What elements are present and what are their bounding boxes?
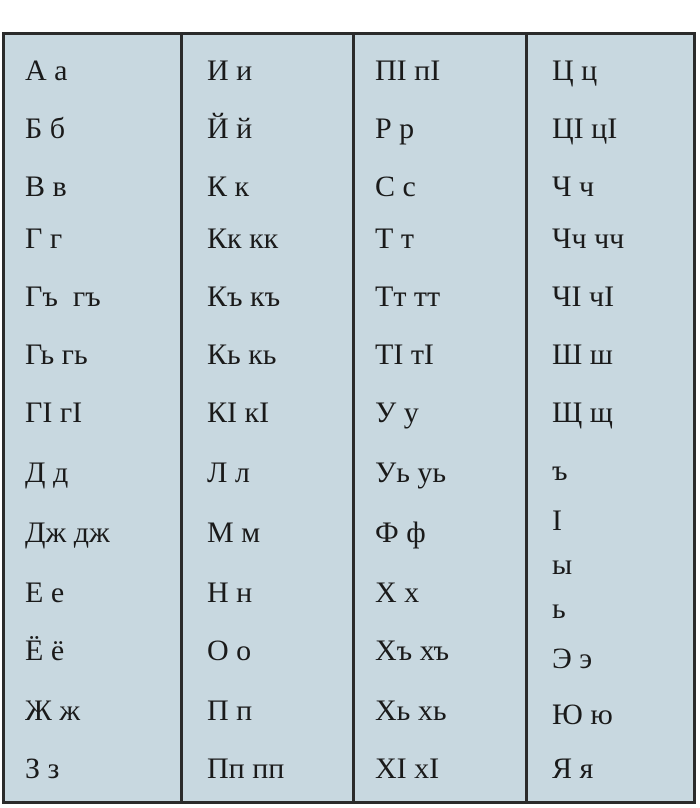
letter-entry: Чч чч	[552, 222, 625, 255]
alphabet-column-2	[180, 35, 352, 801]
letter-entry: Ю ю	[552, 698, 613, 731]
alphabet-column-1	[5, 35, 180, 801]
letter-entry: Й й	[207, 112, 253, 145]
letter-entry: Ф ф	[375, 516, 426, 549]
letter-entry: Я я	[552, 752, 594, 785]
letter-entry: С с	[375, 170, 416, 203]
letter-entry: ТI тI	[375, 338, 434, 371]
letter-entry: I	[552, 504, 562, 537]
letter-entry: Къ къ	[207, 280, 281, 313]
letter-entry: Хь хь	[375, 694, 447, 727]
alphabet-column-4	[525, 35, 693, 801]
letter-entry: Х х	[375, 576, 420, 609]
letter-entry: Г г	[25, 222, 63, 255]
alphabet-table	[2, 32, 696, 804]
letter-entry: Ш ш	[552, 338, 613, 371]
letter-entry: ъ	[552, 454, 568, 487]
letter-entry: ы	[552, 548, 573, 581]
letter-entry: Т т	[375, 222, 414, 255]
letter-entry: ГI гI	[25, 396, 83, 429]
letter-entry: Гъ гъ	[25, 280, 101, 313]
letter-entry: У у	[375, 396, 419, 429]
letter-entry: В в	[25, 170, 67, 203]
letter-entry: Кь кь	[207, 338, 277, 371]
letter-entry: Ё ё	[25, 634, 65, 667]
letter-entry: О о	[207, 634, 252, 667]
letter-entry: Гь гь	[25, 338, 88, 371]
letter-entry: ХI хI	[375, 752, 440, 785]
letter-entry: ПI пI	[375, 54, 441, 87]
letter-entry: Р р	[375, 112, 415, 145]
letter-entry: З з	[25, 752, 60, 785]
letter-entry: КI кI	[207, 396, 270, 429]
letter-entry: А а	[25, 54, 68, 87]
letter-entry: ь	[552, 592, 566, 625]
letter-entry: П п	[207, 694, 253, 727]
letter-entry: Л л	[207, 456, 250, 489]
letter-entry: Д д	[25, 456, 69, 489]
letter-entry: Б б	[25, 112, 65, 145]
letter-entry: Дж дж	[25, 516, 110, 549]
letter-entry: Н н	[207, 576, 253, 609]
letter-entry: Уь уь	[375, 456, 447, 489]
letter-entry: Ж ж	[25, 694, 81, 727]
letter-entry: К к	[207, 170, 250, 203]
letter-entry: Тт тт	[375, 280, 441, 313]
alphabet-column-3	[352, 35, 525, 801]
letter-entry: ЧI чI	[552, 280, 615, 313]
letter-entry: Е е	[25, 576, 65, 609]
letter-entry: Ч ч	[552, 170, 595, 203]
letter-entry: Хъ хъ	[375, 634, 450, 667]
letter-entry: Э э	[552, 642, 593, 675]
letter-entry: Ц ц	[552, 54, 598, 87]
letter-entry: Пп пп	[207, 752, 285, 785]
letter-entry: ЦI цI	[552, 112, 618, 145]
letter-entry: Щ щ	[552, 396, 613, 429]
letter-entry: И и	[207, 54, 253, 87]
letter-entry: Кк кк	[207, 222, 279, 255]
letter-entry: М м	[207, 516, 261, 549]
